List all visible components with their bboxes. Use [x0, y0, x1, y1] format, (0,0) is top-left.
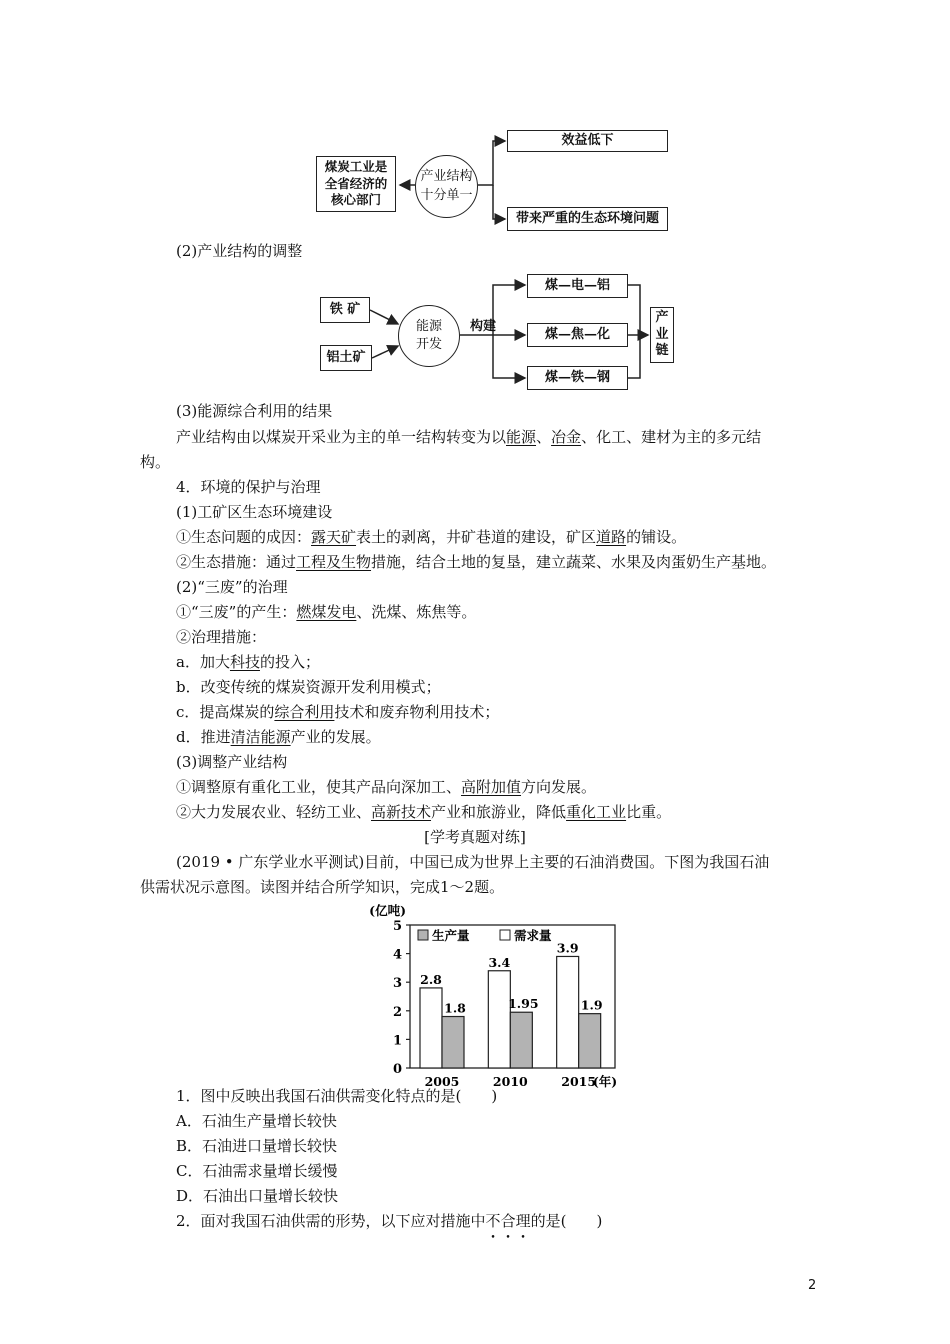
legend-swatch-demand — [500, 930, 510, 940]
paragraph-line: ①“三废”的产生：燃煤发电、洗煤、炼焦等。 — [176, 603, 477, 621]
page-number: 2 — [808, 1278, 817, 1293]
answer-option[interactable]: D．石油出口量增长较快 — [176, 1187, 339, 1205]
answer-option[interactable]: C．石油需求量增长缓慢 — [176, 1162, 338, 1180]
x-tick-label: 2005 — [424, 1074, 460, 1088]
y-tick-label: 3 — [392, 976, 402, 992]
section-heading: 4．环境的保护与治理 — [176, 478, 321, 496]
diagram1-bottom-box: 带来严重的生态环境问题 — [507, 207, 668, 231]
list-item: b．改变传统的煤炭资源开发利用模式； — [176, 678, 441, 696]
data-label-demand: 3.4 — [488, 954, 511, 970]
y-tick-label: 0 — [392, 1062, 402, 1077]
subsection-heading: (1)工矿区生态环境建设 — [176, 503, 333, 521]
y-tick-label: 4 — [392, 947, 402, 963]
bar-production — [510, 1012, 532, 1068]
bar-production — [579, 1014, 601, 1068]
diagram1-connectors — [0, 0, 950, 240]
x-axis-label: (年) — [592, 1074, 618, 1088]
list-item: d．推进清洁能源产业的发展。 — [176, 728, 381, 746]
bar-demand — [488, 971, 510, 1068]
y-tick-label: 1 — [392, 1033, 402, 1049]
bar-demand — [420, 988, 442, 1068]
answer-option[interactable]: B．石油进口量增长较快 — [176, 1137, 338, 1155]
section-heading: (2)产业结构的调整 — [176, 242, 303, 260]
subsection-heading: (2)“三废”的治理 — [176, 578, 288, 596]
paragraph-line: ②生态措施：通过工程及生物措施，结合土地的复垦，建立蔬菜、水果及肉蛋奶生产基地。 — [176, 553, 777, 571]
legend-swatch-production — [418, 930, 428, 940]
y-axis-label: (亿吨) — [369, 903, 406, 918]
bar-demand — [557, 956, 579, 1068]
paragraph-line: ②治理措施： — [176, 628, 267, 646]
question-intro-line: 供需状况示意图。读图并结合所学知识，完成1～2题。 — [140, 878, 505, 896]
question-stem: 1．图中反映出我国石油供需变化特点的是( ) — [176, 1087, 498, 1105]
paragraph-line: ①调整原有重化工业，使其产品向深加工、高附加值方向发展。 — [176, 778, 597, 796]
diagram2-iron-box: 铁 矿 — [320, 297, 370, 323]
paragraph-line: ②大力发展农业、轻纺工业、高新技术产业和旅游业，降低重化工业比重。 — [176, 803, 672, 821]
practice-heading: [学考真题对练] — [424, 828, 526, 846]
diagram2-chain-1: 煤—电—铝 — [527, 274, 628, 298]
y-tick-label: 2 — [392, 1004, 402, 1020]
list-item: c．提高煤炭的综合利用技术和废弃物利用技术； — [176, 703, 500, 721]
data-label-production: 1.95 — [508, 996, 539, 1012]
legend-label-demand: 需求量 — [514, 928, 552, 943]
diagram2-result-box: 产业链 — [650, 307, 674, 363]
diagram1-top-box: 效益低下 — [507, 130, 668, 152]
diagram2-arrow-label: 构建 — [470, 319, 497, 334]
diagram2-circle: 能源开发 — [398, 305, 460, 367]
question-intro-line: (2019 • 广东学业水平测试)目前，中国已成为世界上主要的石油消费国。下图为我国石油 — [176, 853, 770, 871]
diagram1-left-box: 煤炭工业是全省经济的核心部门 — [316, 156, 396, 212]
diagram2-bauxite-box: 铝土矿 — [320, 345, 372, 371]
subsection-heading: (3)调整产业结构 — [176, 753, 288, 771]
x-tick-label: 2010 — [492, 1074, 528, 1088]
bar-production — [442, 1017, 464, 1068]
paragraph-line: 产业结构由以煤炭开采业为主的单一结构转变为以能源、冶金、化工、建材为主的多元结 — [176, 428, 762, 446]
diagram1-circle: 产业结构十分单一 — [415, 155, 478, 218]
legend-label-production: 生产量 — [432, 928, 470, 943]
data-label-demand: 2.8 — [420, 971, 442, 987]
section-heading: (3)能源综合利用的结果 — [176, 402, 333, 420]
x-tick-label: 2015 — [561, 1074, 597, 1088]
diagram2-chain-3: 煤—铁—钢 — [527, 366, 628, 390]
y-tick-label: 5 — [392, 919, 402, 934]
question-stem: 2．面对我国石油供需的形势，以下应对措施中不合理的是( ) — [176, 1212, 603, 1230]
answer-option[interactable]: A．石油生产量增长较快 — [176, 1112, 337, 1130]
list-item: a．加大科技的投入； — [176, 653, 320, 671]
diagram2-chain-2: 煤—焦—化 — [527, 323, 628, 347]
oil-supply-demand-chart — [360, 903, 620, 1088]
paragraph-line: ①生态问题的成因：露天矿表土的剥离，井矿巷道的建设，矿区道路的铺设。 — [176, 528, 687, 546]
data-label-production: 1.8 — [444, 1000, 466, 1016]
paragraph-line: 构。 — [140, 453, 171, 471]
data-label-production: 1.9 — [580, 997, 603, 1013]
data-label-demand: 3.9 — [556, 940, 579, 956]
